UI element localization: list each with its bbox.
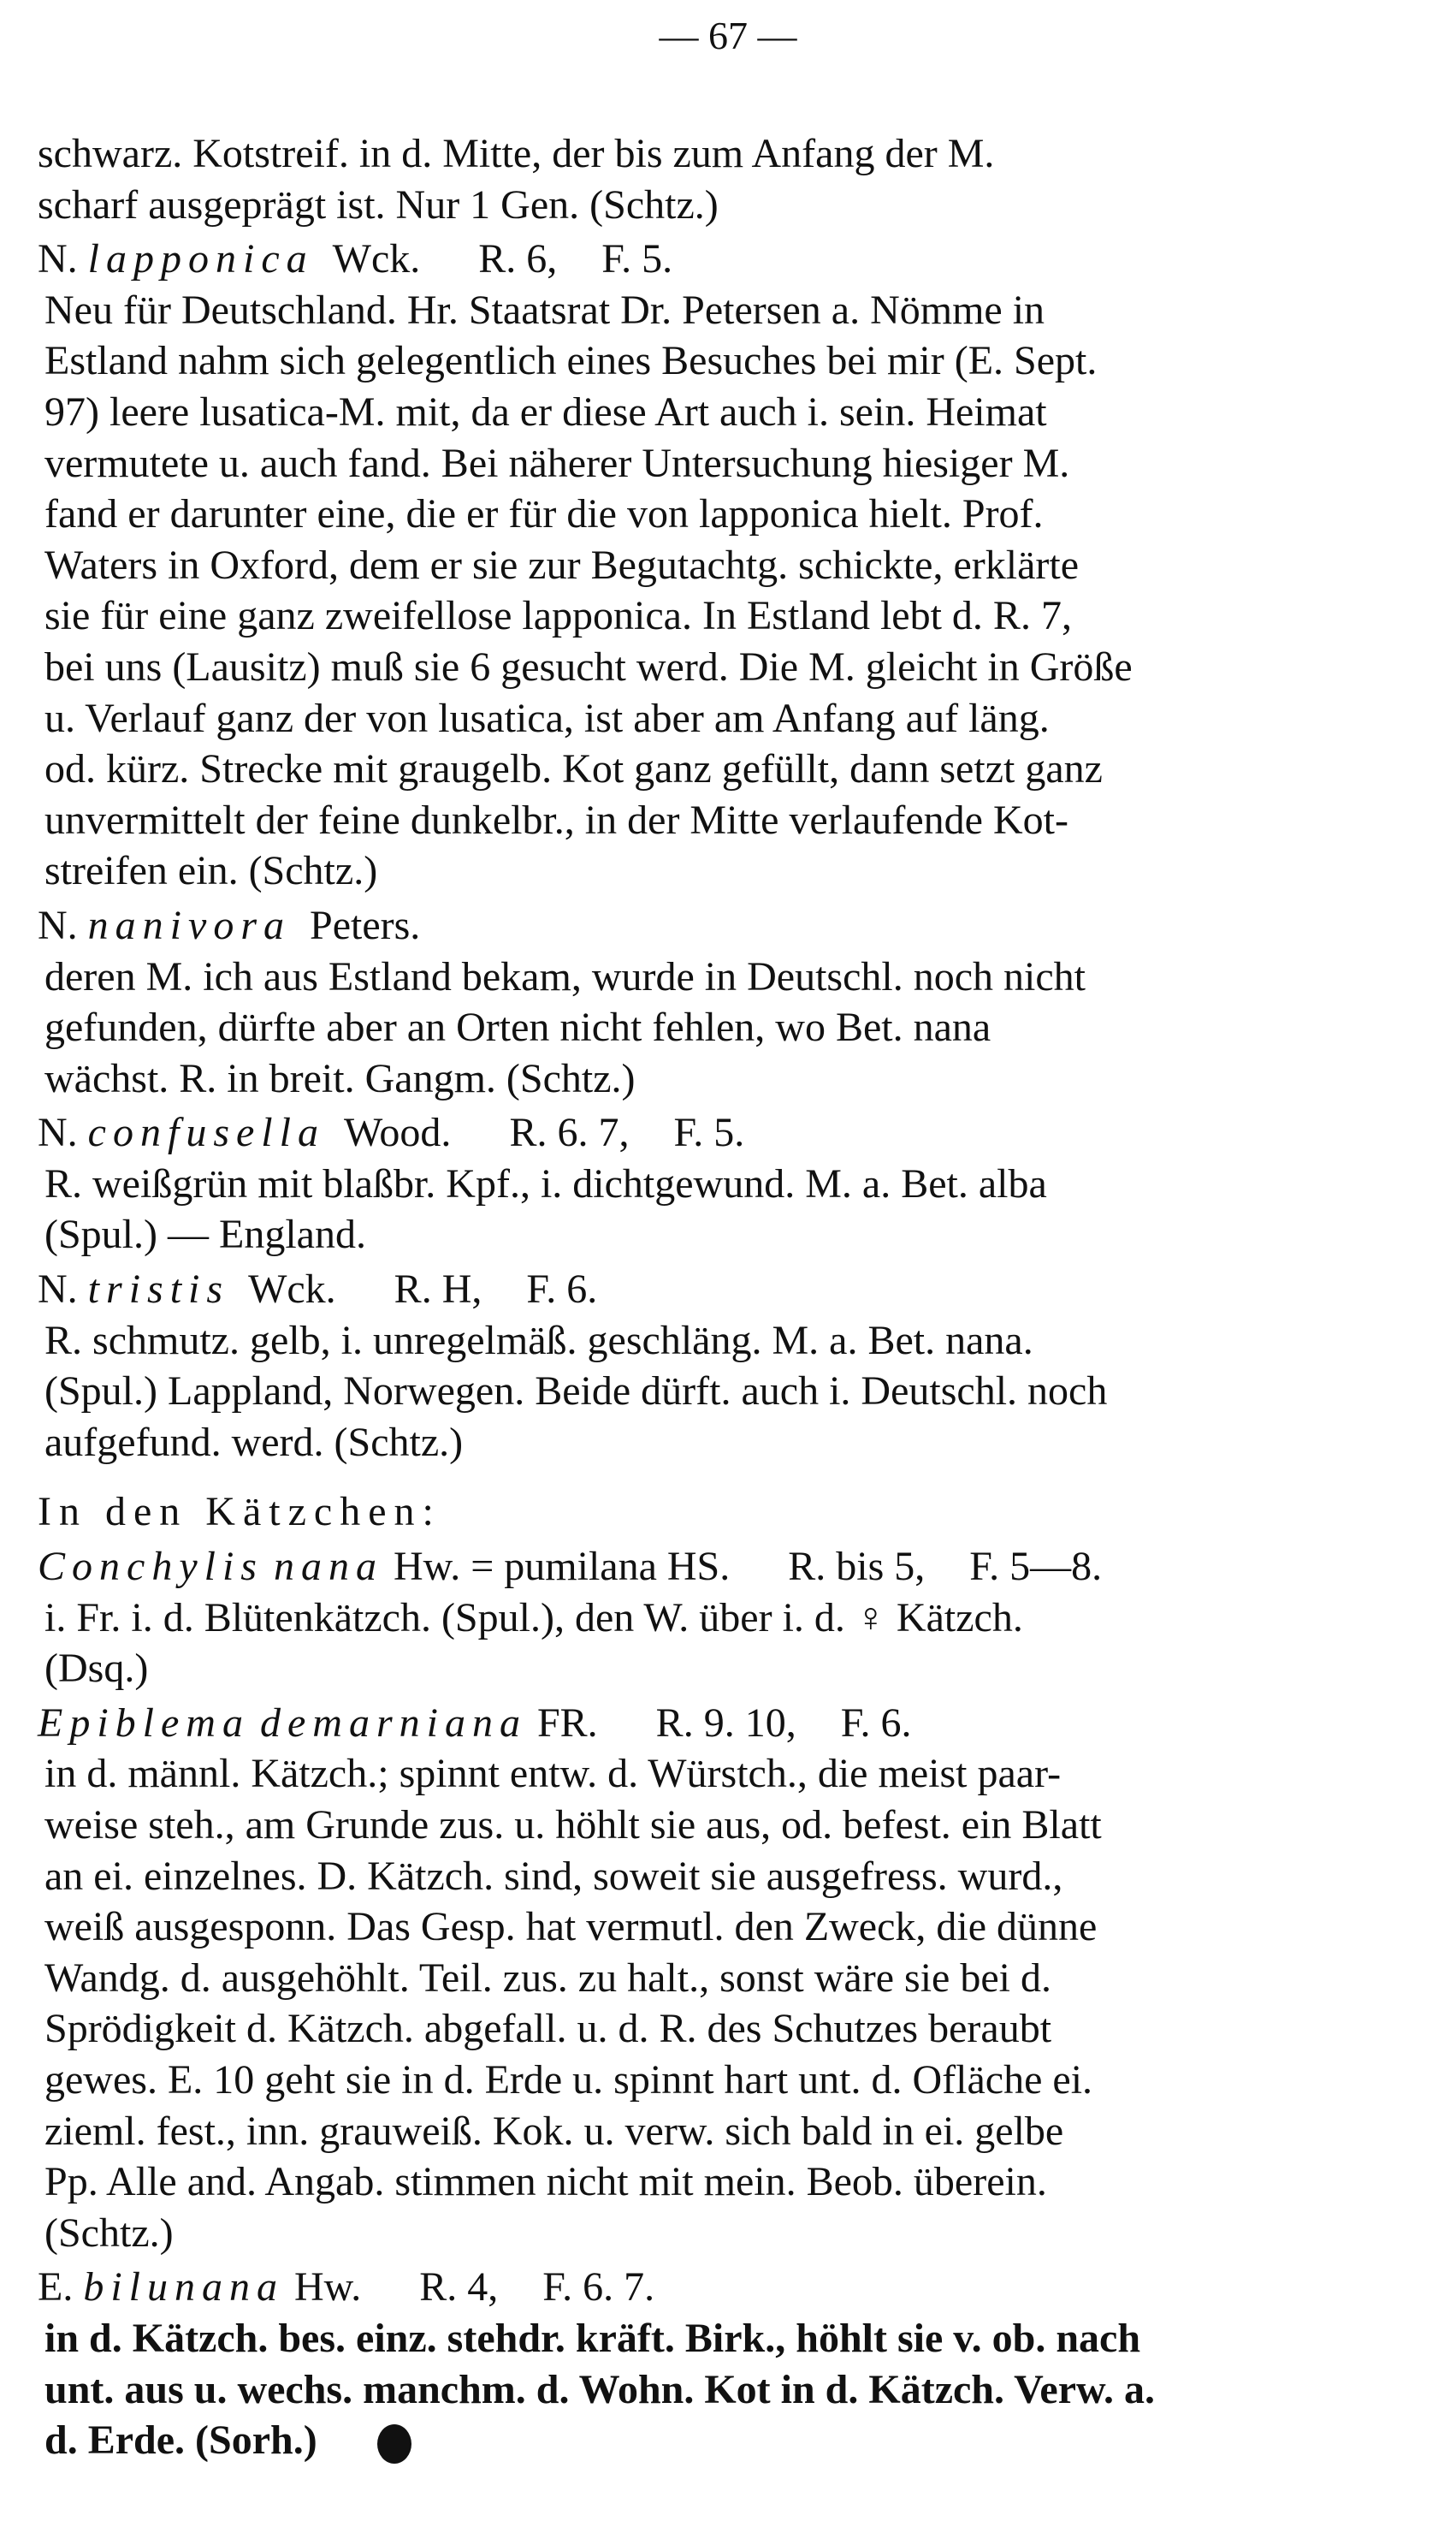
author-name: Peters.	[310, 902, 421, 948]
text-line: fand er darunter eine, die er für die von lapponica hielt. Prof.	[44, 491, 1044, 537]
flight-months: F. 5.	[673, 1110, 745, 1156]
species-entry-lapponica	[38, 234, 1415, 897]
text-line: weise steh., am Grunde zus. u. höhlt sie aus, od. befest. ein Blatt	[44, 1802, 1102, 1848]
text-line: Pp. Alle and. Angab. stimmen nicht mit mein. Beob. überein.	[44, 2159, 1047, 2205]
flight-months: F. 6.	[526, 1266, 598, 1313]
larva-months: R. bis 5,	[788, 1544, 926, 1590]
entry-heading	[38, 1541, 1415, 1593]
text-line: (Spul.) — England.	[44, 1212, 366, 1258]
text-line: (Dsq.)	[44, 1646, 149, 1692]
entry-heading	[38, 1698, 1415, 1749]
page-body	[38, 128, 1415, 2466]
entry-text	[38, 952, 1415, 1105]
text-line: Neu für Deutschland. Hr. Staatsrat Dr. Petersen a. Nömme in	[44, 287, 1045, 333]
text-line: an ei. einzelnes. D. Kätzch. sind, soweit sie ausgefress. wurd.,	[44, 1853, 1063, 1899]
text-fragment: d. Erde. (Sorh.)	[44, 2417, 317, 2464]
genus-name: N.	[38, 1266, 78, 1313]
flight-months: F. 5—8.	[969, 1544, 1103, 1590]
text-line: (Spul.) Lappland, Norwegen. Beide dürft. auch i. Deutschl. noch	[44, 1368, 1108, 1415]
entry-text	[38, 1159, 1415, 1260]
text-line: Estland nahm sich gelegentlich eines Besuches bei mir (E. Sept.	[44, 338, 1098, 384]
text-line: Wandg. d. ausgehöhlt. Teil. zus. zu halt., sonst wäre sie bei d.	[44, 1955, 1051, 2001]
entry-heading	[38, 1107, 1415, 1159]
author-name: Wck.	[332, 236, 421, 282]
text-line: vermutete u. auch fand. Bei näherer Untersuchung hiesiger M.	[44, 440, 1070, 486]
species-entry-nanivora	[38, 900, 1415, 1104]
page-number: — 67 —	[659, 14, 797, 57]
text-line: schwarz. Kotstreif. in d. Mitte, der bis zum Anfang der M.	[38, 131, 995, 176]
larva-months: R. 4,	[419, 2264, 499, 2310]
entry-heading	[38, 1264, 1415, 1315]
author-name: Hw.	[294, 2264, 362, 2310]
text-line: R. schmutz. gelb, i. unregelmäß. geschläng. M. a. Bet. nana.	[44, 1317, 1033, 1363]
entry-heading	[38, 234, 1415, 285]
text-line: unvermittelt der feine dunkelbr., in der Mitte verlaufende Kot-	[44, 797, 1068, 843]
text-line: R. weißgrün mit blaßbr. Kpf., i. dichtgewund. M. a. Bet. alba	[44, 1160, 1047, 1207]
genus-name: N.	[38, 236, 78, 282]
species-entry-tristis	[38, 1264, 1415, 1468]
section-heading: In den Kätzchen:	[38, 1489, 441, 1535]
species-name: tristis	[87, 1266, 230, 1313]
text-line: gefunden, dürfte aber an Orten nicht fehlen, wo Bet. nana	[44, 1005, 991, 1051]
text-line: deren M. ich aus Estland bekam, wurde in Deutschl. noch nicht	[44, 953, 1086, 1000]
text-line: in d. männl. Kätzch.; spinnt entw. d. Würstch., die meist paar-	[44, 1751, 1062, 1797]
genus-name: Conchylis	[38, 1544, 263, 1590]
entry-heading	[38, 2262, 1415, 2313]
flight-months: F. 6. 7.	[542, 2264, 655, 2310]
text-line: wächst. R. in breit. Gangm. (Schtz.)	[44, 1055, 636, 1101]
species-entry-epiblema-demarniana	[38, 1698, 1415, 2259]
species-name: demarniana	[259, 1699, 527, 1746]
author-name: Hw. = pumilana HS.	[393, 1544, 731, 1590]
larva-months: R. 9. 10,	[655, 1699, 796, 1746]
text-line: u. Verlauf ganz der von lusatica, ist aber am Anfang auf läng.	[44, 695, 1050, 741]
text-line: (Schtz.)	[44, 2210, 174, 2256]
text-line: gewes. E. 10 geht sie in d. Erde u. spinnt hart unt. d. Ofläche ei.	[44, 2056, 1093, 2103]
entry-text	[38, 2313, 1415, 2466]
genus-name: Epiblema	[38, 1699, 250, 1746]
text-line: unt. aus u. wechs. manchm. d. Wohn. Kot in d. Kätzch. Verw. a.	[44, 2366, 1156, 2412]
species-name: nana	[273, 1544, 383, 1590]
species-name: lapponica	[87, 236, 314, 282]
species-entry-confusella	[38, 1107, 1415, 1260]
flight-months: F. 5.	[601, 236, 673, 282]
species-name: nanivora	[87, 902, 291, 948]
genus-name: N.	[38, 902, 78, 948]
text-line: i. Fr. i. d. Blütenkätzch. (Spul.), den W. über i. d. ♀ Kätzch.	[44, 1594, 1023, 1640]
entry-text	[38, 1748, 1415, 2258]
genus-name: N.	[38, 1110, 78, 1156]
text-line	[44, 2415, 1415, 2466]
text-line: sie für eine ganz zweifellose lapponica. In Estland lebt d. R. 7,	[44, 593, 1072, 639]
species-name: bilunana	[83, 2264, 284, 2310]
entry-text	[38, 1315, 1415, 1468]
text-line: in d. Kätzch. bes. einz. stehdr. kräft. Birk., höhlt sie v. ob. nach	[44, 2315, 1141, 2361]
entry-heading	[38, 900, 1415, 952]
larva-months: R. 6,	[478, 236, 558, 282]
text-line: scharf ausgeprägt ist. Nur 1 Gen. (Schtz.)	[38, 181, 719, 228]
entry-text	[38, 285, 1415, 897]
species-name: confusella	[87, 1110, 325, 1156]
larva-months: R. 6. 7,	[509, 1110, 630, 1156]
text-line: Sprödigkeit d. Kätzch. abgefall. u. d. R. des Schutzes beraubt	[44, 2006, 1052, 2052]
author-name: Wood.	[343, 1110, 452, 1156]
text-line: streifen ein. (Schtz.)	[44, 848, 378, 894]
text-line: weiß ausgesponn. Das Gesp. hat vermutl. den Zweck, die dünne	[44, 1904, 1098, 1950]
genus-name: E.	[38, 2264, 74, 2310]
text-line: od. kürz. Strecke mit graugelb. Kot ganz gefüllt, dann setzt ganz	[44, 746, 1103, 792]
text-line: bei uns (Lausitz) muß sie 6 gesucht werd. Die M. gleicht in Größe	[44, 644, 1133, 690]
continued-paragraph	[38, 128, 1415, 230]
text-line: aufgefund. werd. (Schtz.)	[44, 1419, 464, 1465]
species-entry-conchylis-nana	[38, 1541, 1415, 1694]
text-line: zieml. fest., inn. grauweiß. Kok. u. verw. sich bald in ei. gelbe	[44, 2108, 1064, 2154]
text-line: Waters in Oxford, dem er sie zur Begutachtg. schickte, erklärte	[44, 542, 1079, 588]
entry-text	[38, 1593, 1415, 1694]
author-name: Wck.	[248, 1266, 336, 1313]
larva-months: R. H,	[394, 1266, 482, 1313]
flight-months: F. 6.	[840, 1699, 912, 1746]
ink-blot-mark	[377, 2424, 411, 2464]
text-line: 97) leere lusatica-M. mit, da er diese Art auch i. sein. Heimat	[44, 389, 1047, 435]
species-entry-bilunana	[38, 2262, 1415, 2465]
author-name: FR.	[536, 1699, 598, 1746]
